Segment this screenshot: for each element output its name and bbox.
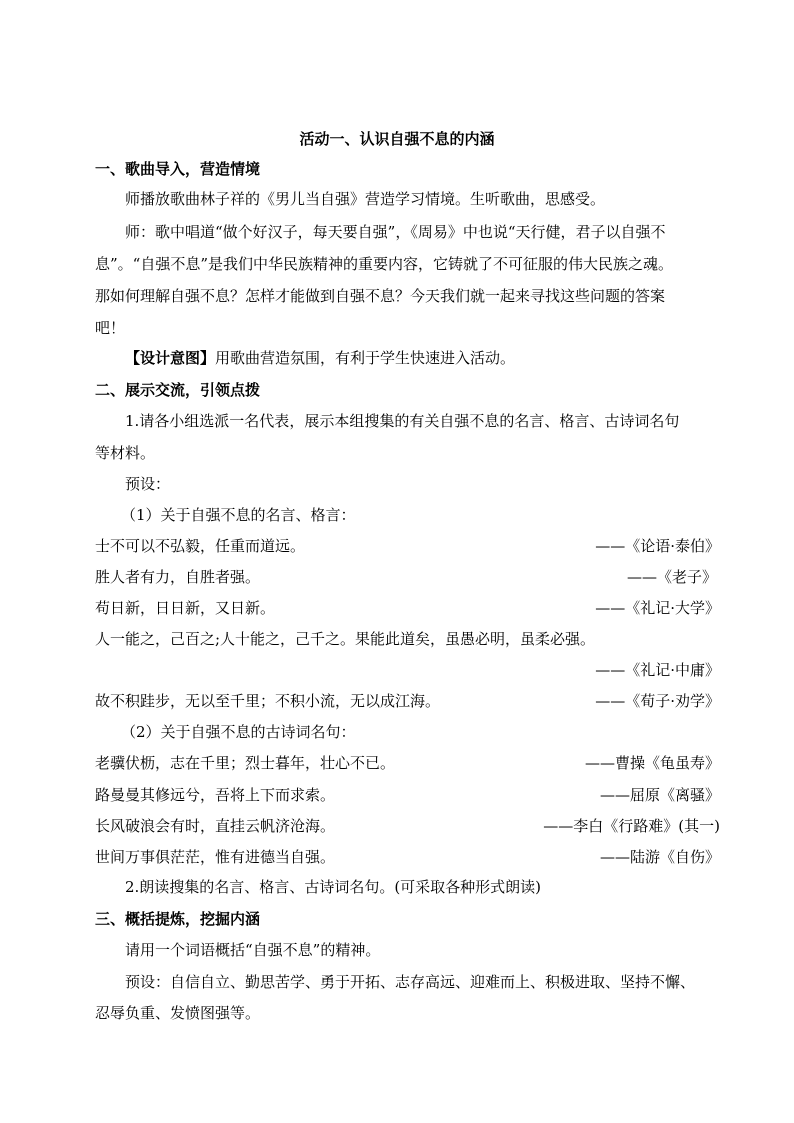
quote-source: ——《礼记·中庸》 xyxy=(595,661,720,679)
preset-label: 预设： xyxy=(125,475,171,493)
quote-text: 老骥伏枥，志在千里；烈士暮年，壮心不已。 xyxy=(95,754,396,772)
design-intent-label: 【设计意图】 xyxy=(125,349,216,367)
quote-source: ——曹操《龟虽寿》 xyxy=(584,754,720,772)
quote-text: 世间万事俱茫茫，惟有进德当自强。 xyxy=(95,848,336,866)
section-heading-1: 一、歌曲导入，营造情境 xyxy=(95,160,261,178)
subheading-poems: （2）关于自强不息的古诗词名句： xyxy=(121,723,356,741)
quote-source: ——陆游《自伤》 xyxy=(599,848,720,866)
section2-item-1-line-2: 等材料。 xyxy=(95,444,156,462)
section-heading-3: 三、概括提炼，挖掘内涵 xyxy=(95,910,261,928)
quote-source: ——屈原《离骚》 xyxy=(599,786,720,804)
quote-text: 士不可以不弘毅，任重而道远。 xyxy=(95,537,306,555)
quote-text: 胜人者有力，自胜者强。 xyxy=(95,568,261,586)
quote-text: 路曼曼其修远兮，吾将上下而求索。 xyxy=(95,786,336,804)
section1-paragraph-2-line-1: 师：歌中唱道“做个好汉子，每天要自强”，《周易》中也说“天行健，君子以自强不 xyxy=(125,223,666,241)
section3-preset-line-1: 预设：自信自立、勤思苦学、勇于开拓、志存高远、迎难而上、积极进取、坚持不懈、 xyxy=(125,973,696,991)
quote-text: 长风破浪会有时，直挂云帆济沧海。 xyxy=(95,817,336,835)
section1-paragraph-2-line-4: 吧！ xyxy=(95,319,126,337)
design-intent xyxy=(95,347,750,369)
section3-paragraph-1: 请用一个词语概括“自强不息”的精神。 xyxy=(125,941,381,959)
quote-source: ——《论语·泰伯》 xyxy=(595,537,720,555)
quote-text: 苟日新，日日新，又日新。 xyxy=(95,599,276,617)
design-intent-text: 用歌曲营造氛围，有利于学生快速进入活动。 xyxy=(215,349,516,367)
page-title: 活动一、认识自强不息的内涵 xyxy=(299,130,495,148)
section2-item-1-line-1: 1.请各小组选派一名代表，展示本组搜集的有关自强不息的名言、格言、古诗词名句 xyxy=(125,412,680,430)
section-heading-2: 二、展示交流，引领点拨 xyxy=(95,381,261,399)
section2-item-2: 2.朗读搜集的名言、格言、古诗词名句。(可采取各种形式朗读) xyxy=(125,878,542,896)
quote-source: ——《礼记·大学》 xyxy=(595,599,720,617)
section1-paragraph-1: 师播放歌曲林子祥的《男儿当自强》营造学习情境。生听歌曲，思感受。 xyxy=(125,190,606,208)
section1-paragraph-2-line-2: 息”。“自强不息”是我们中华民族精神的重要内容，它铸就了不可征服的伟大民族之魂。 xyxy=(95,255,674,273)
quote-source: ——《老子》 xyxy=(626,568,717,586)
quote-source: ——《荀子·劝学》 xyxy=(595,692,720,710)
quote-source: ——李白《行路难》(其一) xyxy=(543,817,720,835)
subheading-mottos: （1）关于自强不息的名言、格言： xyxy=(121,506,356,524)
section3-preset-line-2: 忍辱负重、发愤图强等。 xyxy=(95,1004,261,1022)
quote-text: 故不积跬步，无以至千里；不积小流，无以成江海。 xyxy=(95,692,441,710)
quote-text: 人一能之，己百之;人十能之，己千之。果能此道矣，虽愚必明，虽柔必强。 xyxy=(95,630,596,648)
section1-paragraph-2-line-3: 那如何理解自强不息？怎样才能做到自强不息？今天我们就一起来寻找这些问题的答案 xyxy=(95,287,666,305)
